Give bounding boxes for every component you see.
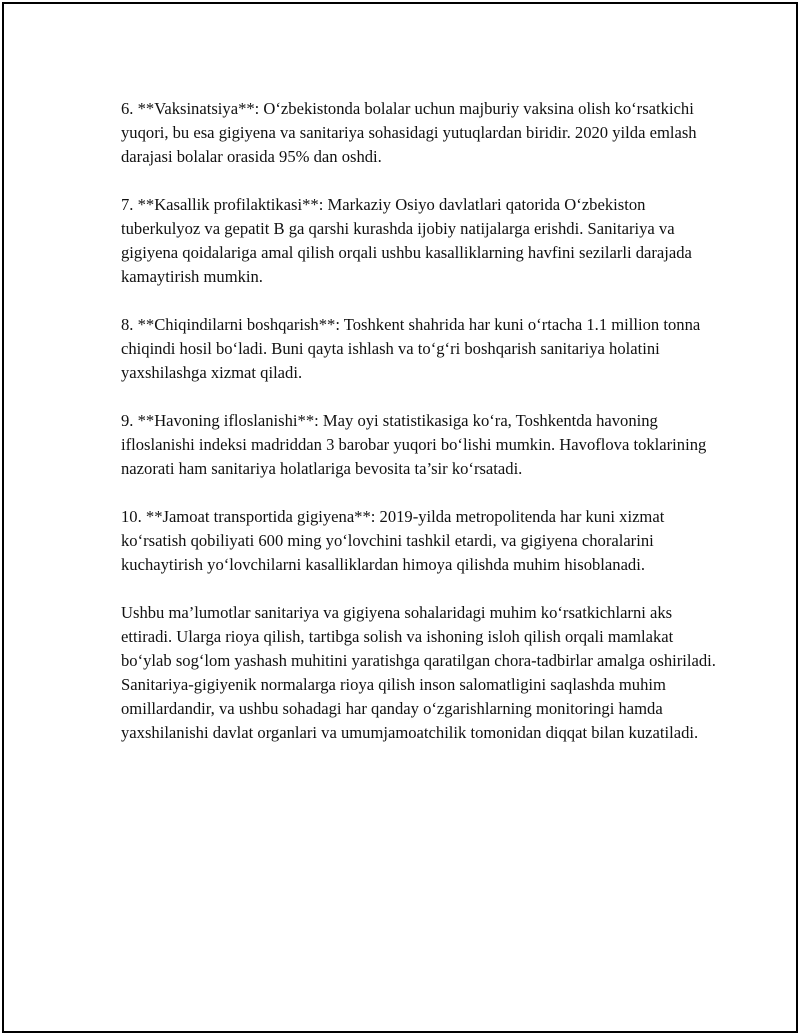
- paragraph-jamoat-transportida-gigiyena: 10. **Jamoat transportida gigiyena**: 2019-yilda metropolitenda har kuni xizmat ko‘rsatish qobiliyati 600 ming yo‘lovchini tashkil etardi, va gigiyena choralarini kuchaytirish yo‘lovchilarni kasalliklardan himoya qilishda muhim hisoblanadi.: [121, 507, 665, 574]
- paragraph-kasallik-profilaktikasi: 7. **Kasallik profilaktikasi**: Markaziy Osiyo davlatlari qatorida O‘zbekiston tuberkulyoz va gepatit B ga qarshi kurashda ijobiy natijalarga erishdi. Sanitariya va gigiyena qoidalariga amal qilish orqali ushbu kasalliklarning havfini sezilarli darajada kamaytirish mumkin.: [121, 195, 692, 286]
- paragraph-vaksinatsiya: 6. **Vaksinatsiya**: O‘zbekistonda bolalar uchun majburiy vaksina olish ko‘rsatkichi yuqori, bu esa gigiyena va sanitariya sohasidagi yutuqlardan biridir. 2020 yilda emlash darajasi bolalar orasida 95% dan oshdi.: [121, 99, 697, 166]
- paragraph-havoning-ifloslanishi: 9. **Havoning ifloslanishi**: May oyi statistikasiga ko‘ra, Toshkentda havoning ifloslanishi indeksi madriddan 3 barobar yuqori bo‘lishi mumkin. Havoflova toklarining nazorati ham sanitariya holatlariga bevosita ta’sir ko‘rsatadi.: [121, 411, 707, 478]
- paragraph-conclusion: Ushbu ma’lumotlar sanitariya va gigiyena sohalaridagi muhim ko‘rsatkichlarni aks ettiradi. Ularga rioya qilish, tartibga solish va ishoning isloh qilish orqali mamlakat bo‘ylab sog‘lom yashash muhitini yaratishga qaratilgan chora-tadbirlar amalga oshiriladi. Sanitariya-gigiyenik normalarga rioya qilish inson salomatligini saqlashda muhim omillardandir, va ushbu sohadagi har qanday o‘zgarishlarning monitoringi hamda yaxshilanishi davlat organlari va umumjamoatchilik tomonidan diqqat bilan kuzatiladi.: [121, 603, 716, 742]
- page-border: [2, 2, 798, 1033]
- document-body: [121, 97, 721, 769]
- paragraph-chiqindilarni-boshqarish: 8. **Chiqindilarni boshqarish**: Toshkent shahrida har kuni o‘rtacha 1.1 million tonna chiqindi hosil bo‘ladi. Buni qayta ishlash va to‘g‘ri boshqarish sanitariya holatini yaxshilashga xizmat qiladi.: [121, 315, 701, 382]
